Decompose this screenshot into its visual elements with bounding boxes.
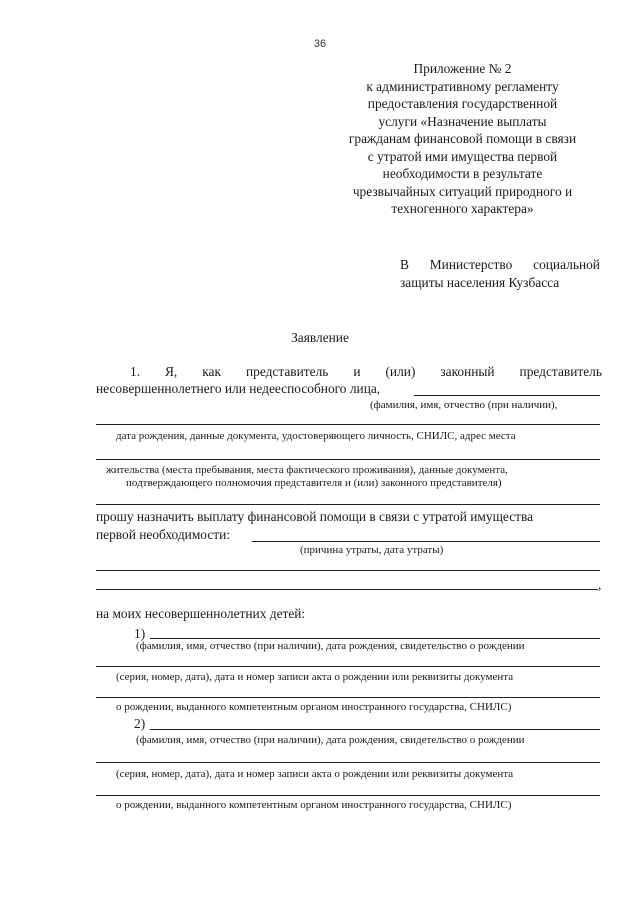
word: (или) — [385, 364, 416, 379]
word: представитель — [519, 364, 602, 379]
word: законный — [440, 364, 495, 379]
word: Я, — [165, 364, 178, 379]
fill-line — [414, 395, 600, 396]
word: представитель — [245, 364, 329, 379]
field-hint: дата рождения, данные документа, удостоверяющего личность, СНИЛС, адрес места — [116, 430, 516, 442]
document-title: Заявление — [291, 330, 349, 345]
addressee-line-1 — [400, 256, 600, 274]
fill-line — [96, 570, 600, 571]
appendix-line: техногенного характера» — [391, 201, 534, 216]
child-number: 1) — [134, 626, 146, 641]
request-line-2: первой необходимости: — [96, 527, 231, 542]
appendix-line: чрезвычайных ситуаций природного и — [352, 183, 573, 199]
appendix-line: гражданам финансовой помощи в связи — [348, 131, 577, 146]
section1-line-2: несовершеннолетнего или недееспособного лица, — [96, 381, 381, 396]
page-number: 36 — [313, 38, 327, 50]
end-comma: , — [598, 577, 602, 592]
appendix-line: с утратой ими имущества первой — [367, 148, 558, 164]
addressee-line-2: защиты населения Кузбасса — [400, 275, 560, 290]
children-intro: на моих несовершеннолетних детей: — [96, 606, 306, 621]
appendix-line: предоставления государственной — [367, 96, 558, 111]
request-line-1: прошу назначить выплату финансовой помощи в связи с утратой имущества — [96, 509, 534, 524]
field-hint: о рождении, выданного компетентным органом иностранного государства, СНИЛС) — [116, 799, 512, 811]
fill-line — [252, 541, 600, 542]
appendix-line: услуги «Назначение выплаты — [378, 113, 547, 129]
appendix-line: к административному регламенту — [366, 78, 559, 94]
field-hint: (серия, номер, дата), дата и номер записи акта о рождении или реквизиты документа — [116, 671, 514, 683]
fill-line — [96, 795, 600, 796]
fill-line — [150, 638, 600, 639]
fill-line — [150, 729, 600, 730]
appendix-header — [330, 60, 595, 218]
field-hint: о рождении, выданного компетентным органом иностранного государства, СНИЛС) — [116, 701, 512, 713]
section1-line-1 — [130, 364, 602, 380]
fill-line — [96, 504, 600, 505]
word: как — [202, 364, 221, 379]
addressee-word: Министерство — [429, 257, 513, 272]
field-hint: (фамилия, имя, отчество (при наличии), — [370, 399, 558, 411]
field-hint: жительства (места пребывания, места фактического проживания), данные документа, — [106, 464, 508, 476]
field-hint: (причина утраты, дата утраты) — [300, 544, 444, 556]
field-hint: подтверждающего полномочия представителя и (или) законного представителя) — [126, 477, 502, 489]
fill-line — [96, 697, 600, 698]
field-hint: (фамилия, имя, отчество (при наличии), дата рождения, свидетельство о рождении — [136, 734, 525, 746]
appendix-line: необходимости в результате — [382, 166, 543, 181]
field-hint: (серия, номер, дата), дата и номер записи акта о рождении или реквизиты документа — [116, 768, 514, 780]
appendix-line: Приложение № 2 — [413, 61, 512, 76]
word: и — [353, 364, 361, 379]
fill-line — [96, 459, 600, 460]
field-hint: (фамилия, имя, отчество (при наличии), дата рождения, свидетельство о рождении — [136, 640, 525, 652]
addressee-word: В — [400, 257, 409, 272]
fill-line — [96, 666, 600, 667]
word: 1. — [130, 364, 141, 379]
addressee — [400, 256, 600, 292]
fill-line — [96, 589, 598, 590]
child-number: 2) — [134, 716, 146, 731]
fill-line — [96, 424, 600, 425]
addressee-word: социальной — [533, 257, 600, 272]
fill-line — [96, 762, 600, 763]
